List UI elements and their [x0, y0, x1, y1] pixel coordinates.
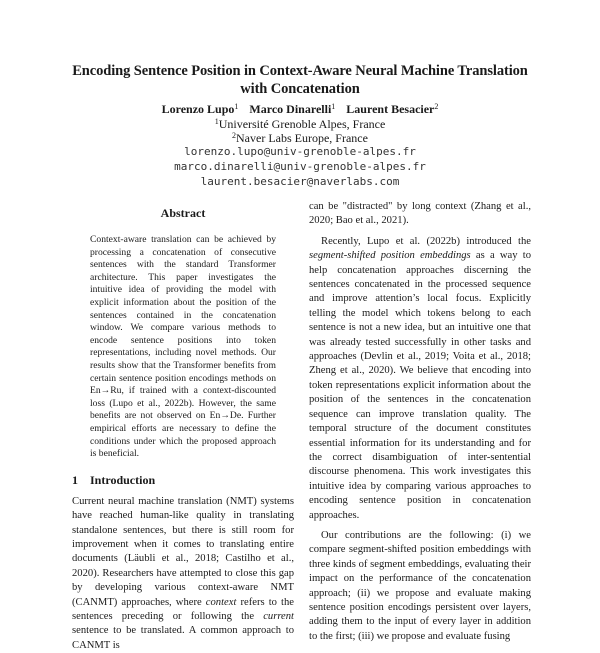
affiliation: $^2$Naver Labs Europe, France: [232, 131, 368, 145]
intro-paragraph: Current neural machine translation (NMT) systems have reached human-like quality in translating standalone sentences, but there is still room for improvement when it comes to translating entire documents (Läubli et al., 2018; Castilho et al., 2020). Researchers have attempted to close this gap by developing various context-aware NMT (CANMT) approaches, where context refers to the sentences preceding or following the current sentence to be translated. A common approach to CANMT is: [72, 495, 294, 651]
section-title: Introduction: [90, 472, 156, 487]
right-column: [309, 200, 531, 644]
body-paragraph: Recently, Lupo et al. (2022b) introduced the segment-shifted position embeddings as a way to help concatenation approaches discerning the sentences concatenated in the processed sequence and improve attention’s local focus. Explicitly telling the model which tokens belong to each sentence is not a new idea, but an intuitive one that was already tested successfully in other tasks and approaches (Devlin et al., 2019; Voita et al., 2018; Zheng et al., 2020). We believe that encoding into token representations explicit information about the position of the sentences in the concatenation sequence can improve translation quality. The temporal structure of the document constitutes essential information for its understanding and for the correct disambiguation of inter-sentential discourse phenomena. This work investigates this intuitive idea by comparing various approaches to encoding sentence position in concatenation approaches.: [309, 235, 531, 521]
email: laurent.besacier@naverlabs.com: [200, 175, 400, 188]
author: Laurent Besacier$^2$: [346, 102, 439, 116]
abstract-text: Context-aware translation can be achieved by processing a concatenation of consecutive sentences with the standard Transformer architecture. This paper investigates the intuitive idea of providing the model with explicit information about the position of the sentences contained in the concatenation window. We compare various methods to encode sentence positions into token representations, including novel methods. Our results show that the Transformer benefits from certain sentence position encodings methods on En→Ru, if trained with a context-discounted loss (Lupo et al., 2022b). However, the same benefits are not observed on En→De. Further empirical efforts are necessary to define the conditions under which the proposed approach is beneficial.: [90, 234, 276, 460]
abstract-heading: Abstract: [160, 206, 206, 220]
section-heading: [72, 473, 294, 487]
email: marco.dinarelli@univ-grenoble-alpes.fr: [174, 160, 426, 173]
section-number: 1: [72, 472, 78, 487]
paper-title: Encoding Sentence Position in Context-Aware Neural Machine Translation with Concatenation: [72, 63, 528, 97]
author: Marco Dinarelli$^1$: [249, 102, 336, 116]
affiliation: $^1$Université Grenoble Alpes, France: [214, 117, 386, 131]
author: Lorenzo Lupo$^1$: [161, 102, 239, 116]
body-paragraph: can be "distracted" by long context (Zhang et al., 2020; Bao et al., 2021).: [309, 201, 531, 227]
body-paragraph: Our contributions are the following: (i) we compare segment-shifted position embeddings with three kinds of segment embeddings, evaluating their impact on the performance of the concatenation approach; (ii) we propose and evaluate making sentence position encodings persistent over layers, adding them to the input of every layer in addition to the first; (iii) we propose and evaluate fusing: [309, 529, 531, 642]
left-column: [72, 200, 294, 653]
email: lorenzo.lupo@univ-grenoble-alpes.fr: [184, 145, 416, 158]
author-line: [60, 100, 540, 116]
